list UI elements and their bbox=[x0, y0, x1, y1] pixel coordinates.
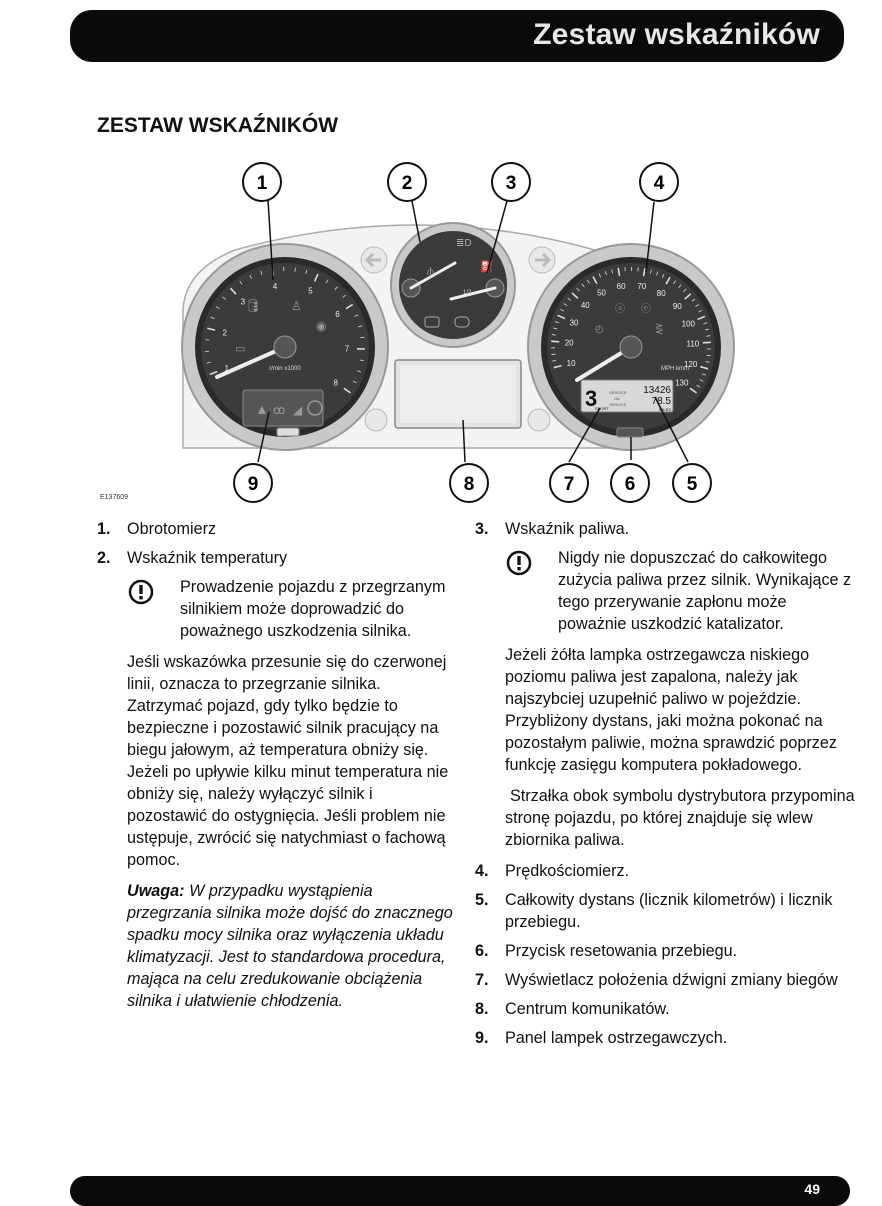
sidelight-icon bbox=[365, 409, 387, 431]
cruise-icon: ◴ bbox=[595, 324, 604, 335]
speedo-unit: MPH km/h bbox=[661, 366, 689, 372]
fuel-half: 1/2 bbox=[463, 290, 472, 296]
speedo-tick-label: 130 bbox=[675, 379, 689, 388]
abs-icon: ⓐ bbox=[615, 303, 625, 315]
warning-icon bbox=[505, 549, 533, 577]
svg-text:4: 4 bbox=[654, 173, 665, 194]
temperature-paragraph: Jeśli wskazówka przesunie się do czerwonej linii, oznacza to przegrzanie silnika. Zatrzymać pojazd, gdy tylko będzie to bezpieczne i pozostawić silnik pracujący na biegu jałowym, aż temperatura obniży się. Jeżeli po upływie kilku minut temperatura nie obniży się, należy wyłączyć silnik i pozostawić do ostygnięcia. Jeśli problem nie ustępuje, zwrócić się natychmiast o fachową pomoc. bbox=[127, 651, 457, 871]
speedo-tick-label: 70 bbox=[637, 282, 646, 291]
tacho-button bbox=[277, 428, 299, 436]
tacho-tick-label: 5 bbox=[308, 286, 313, 295]
right-column bbox=[475, 518, 855, 1056]
tacho-tick-label: 7 bbox=[345, 345, 350, 354]
speedo-tick-label: 120 bbox=[684, 360, 698, 369]
trip-reset-button bbox=[617, 428, 643, 437]
trip-unit: MILES bbox=[659, 407, 671, 412]
callout-4 bbox=[640, 163, 678, 201]
list-item-1: 1. Obrotomierz bbox=[97, 518, 457, 540]
hill-descent-icon: ◢ bbox=[293, 403, 303, 417]
note: Uwaga: W przypadku wystąpienia przegrzania silnika może dojść do znacznego spadku mocy silnika oraz wyłączenia układu klimatyzacji. Jest to standardowa procedura, mająca na celu zredukowanie obciążenia silnika i ułatwienie chłodzenia. bbox=[127, 880, 457, 1012]
warning-icon bbox=[127, 578, 155, 606]
list-item-6: 6. Przycisk resetowania przebiegu. bbox=[475, 940, 855, 962]
callout-8 bbox=[450, 464, 488, 502]
fog-icon: ⋛ bbox=[655, 323, 663, 335]
speedo-tick-label: 50 bbox=[597, 288, 606, 297]
msg-line2: OIL bbox=[614, 396, 621, 401]
instrument-cluster-figure bbox=[95, 160, 745, 510]
list-item-2: 2. Wskaźnik temperatury bbox=[97, 547, 457, 569]
airbag-icon: ◉ bbox=[316, 319, 326, 333]
list-item-4: 4. Prędkościomierz. bbox=[475, 860, 855, 882]
speedometer bbox=[528, 244, 734, 450]
tachometer bbox=[182, 244, 388, 450]
list-item-5: 5. Całkowity dystans (licznik kilometrów) i licznik przebiegu. bbox=[475, 889, 855, 933]
callout-6 bbox=[611, 464, 649, 502]
speedo-tick-label: 20 bbox=[565, 338, 574, 347]
callout-3 bbox=[492, 163, 530, 201]
callout-2 bbox=[388, 163, 426, 201]
odometer-value: 13426 bbox=[643, 385, 671, 396]
figure-code: E137609 bbox=[100, 494, 128, 501]
fuel-paragraph-1: Jeżeli żółta lampka ostrzegawcza niskiego poziomu paliwa jest zapalona, należy jak najszybciej uzupełnić paliwo w pojeździe. Przybliżony dystans, jaki można pokonać na pozostałym paliwie, można sprawdzić poprzez funkcję zasięgu komputera pokładowego. bbox=[505, 644, 855, 776]
list-item-3: 3. Wskaźnik paliwa. bbox=[475, 518, 855, 540]
callout-9 bbox=[234, 464, 272, 502]
high-beam-icon bbox=[528, 409, 550, 431]
warning-fuel: Nigdy nie dopuszczać do całkowitego zużycia paliwa przez silnik. Wynikające z tego przerywanie zapłonu może poważnie uszkodzić katalizator. bbox=[505, 547, 855, 635]
list-item-8: 8. Centrum komunikatów. bbox=[475, 998, 855, 1020]
speedo-tick-label: 30 bbox=[570, 318, 579, 327]
tacho-tick-label: 4 bbox=[273, 282, 278, 291]
speedo-tick-label: 10 bbox=[567, 359, 576, 368]
speedo-tick-label: 90 bbox=[673, 302, 682, 311]
battery-icon: ▭ bbox=[235, 343, 245, 355]
list-item-9: 9. Panel lampek ostrzegawczych. bbox=[475, 1027, 855, 1049]
fuel-paragraph-2: Strzałka obok symbolu dystrybutora przypomina stronę pojazdu, po której znajduje się wlew zbiornika paliwa. bbox=[505, 785, 855, 851]
trip-value: 78.5 bbox=[652, 396, 672, 407]
left-column bbox=[97, 518, 457, 1012]
section-title: ZESTAW WSKAŹNIKÓW bbox=[97, 114, 338, 138]
svg-text:7: 7 bbox=[564, 474, 575, 495]
footer-bar bbox=[70, 1176, 850, 1206]
tacho-tick-label: 3 bbox=[241, 298, 246, 307]
header-bar bbox=[70, 10, 844, 62]
svg-text:5: 5 bbox=[687, 474, 698, 495]
msg-line3: SERVICE bbox=[609, 402, 627, 407]
warning-temperature: Prowadzenie pojazdu z przegrzanym silnikiem może doprowadzić do poważnego uszkodzenia silnika. bbox=[127, 576, 457, 642]
speedo-tick-label: 40 bbox=[581, 301, 590, 310]
page-number: 49 bbox=[804, 1181, 820, 1197]
glow-plug-icon: ꝏ bbox=[273, 403, 285, 417]
instrument-cluster-diagram bbox=[95, 160, 745, 510]
coolant-temp-icon: ⫛ bbox=[427, 264, 434, 278]
callout-1 bbox=[243, 163, 281, 201]
svg-text:9: 9 bbox=[248, 474, 259, 495]
msg-line1: SERVICE bbox=[609, 390, 627, 395]
oil-pressure-icon: 🛢 bbox=[245, 298, 262, 313]
svg-text:1: 1 bbox=[257, 173, 268, 194]
speedo-tick-label: 110 bbox=[687, 339, 700, 348]
svg-text:3: 3 bbox=[506, 173, 517, 194]
svg-text:2: 2 bbox=[402, 173, 413, 194]
fuel-pump-icon: ⛽ bbox=[480, 260, 494, 273]
hazard-icon: ▲ bbox=[255, 401, 269, 417]
tacho-tick-label: 6 bbox=[335, 310, 340, 319]
esp-icon: ⓔ bbox=[641, 303, 651, 315]
tacho-tick-label: 2 bbox=[223, 328, 228, 337]
speedo-tick-label: 80 bbox=[657, 289, 666, 298]
callout-7 bbox=[550, 464, 588, 502]
svg-text:8: 8 bbox=[464, 474, 475, 495]
tacho-tick-label: 8 bbox=[334, 379, 339, 388]
seatbelt-icon: ♙ bbox=[291, 299, 302, 313]
speedo-tick-label: 60 bbox=[617, 282, 626, 291]
speedo-tick-label: 100 bbox=[682, 319, 696, 328]
svg-text:6: 6 bbox=[625, 474, 636, 495]
headlight-icon: ≣D bbox=[456, 238, 472, 249]
gear-sub: SPORT bbox=[595, 406, 609, 411]
header-title: Zestaw wskaźników bbox=[533, 18, 820, 52]
tacho-tick-label: 1 bbox=[225, 364, 230, 373]
gear-indicator: 3 bbox=[585, 386, 597, 411]
list-item-7: 7. Wyświetlacz położenia dźwigni zmiany biegów bbox=[475, 969, 855, 991]
tacho-unit: r/min x1000 bbox=[269, 366, 301, 372]
callout-5 bbox=[673, 464, 711, 502]
